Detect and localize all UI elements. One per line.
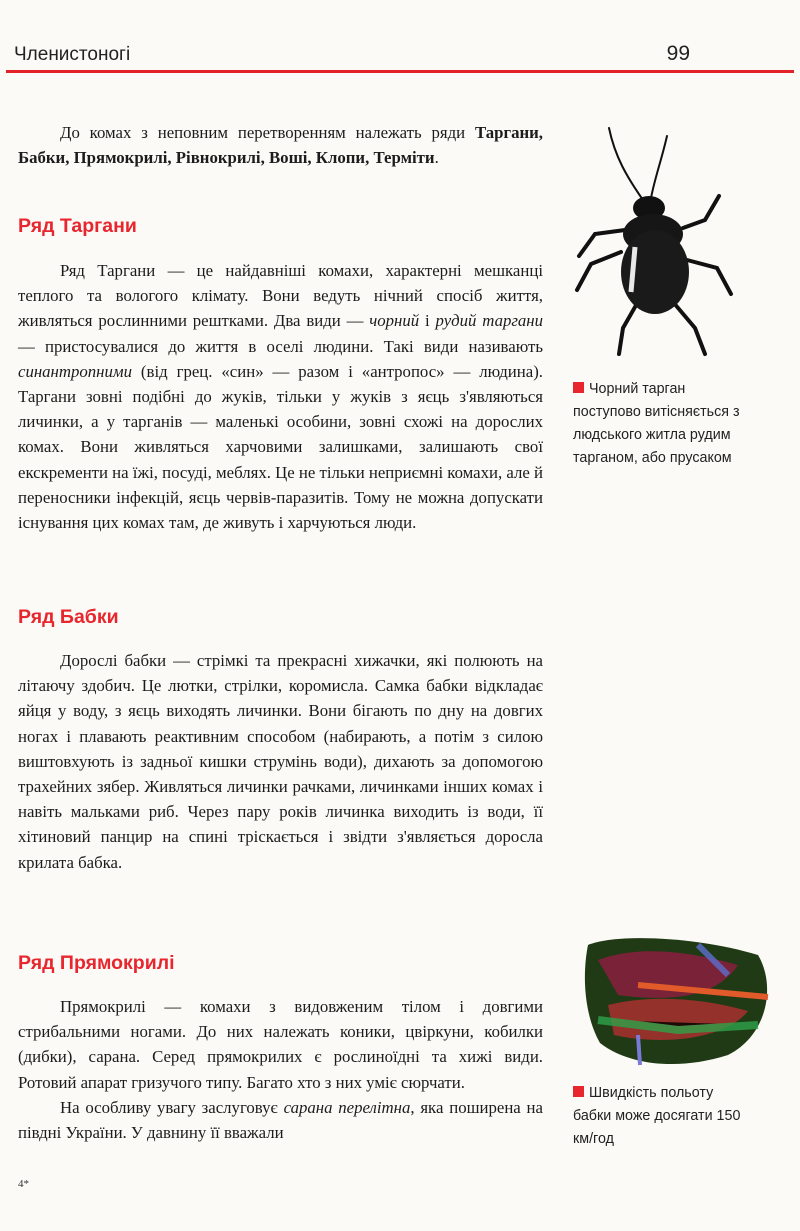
signature-mark: 4* (18, 1178, 29, 1190)
section-heading-cockroaches: Ряд Таргани (18, 215, 137, 237)
section-body-dragonflies (18, 648, 543, 875)
cockroach-caption (573, 378, 748, 470)
term-synanthropic: синантропними (18, 361, 132, 381)
text-run: , яка поширена на півдні України. У давнину її вважали (18, 1097, 543, 1143)
intro-orders: Таргани, Бабки, Прямокрилі, Рівнокрилі, Воші, Клопи, Терміти (18, 123, 543, 168)
intro-paragraph (18, 120, 543, 170)
caption-text: Швидкість польоту бабки може досягати 150 км/год (573, 1085, 741, 1147)
text-run: і (419, 311, 436, 331)
intro-text: До комах з неповним перетворенням належать ряди (60, 123, 475, 142)
section-heading-orthoptera: Ряд Прямокрилі (18, 952, 175, 974)
text-run: (від грец. «син» — разом і «антропос» — людина). Таргани зовні подібні до жуків, тільки у жуків з яєць з'являються личинки, а у тарганів — маленькі особини, зовні схожі на дорослих комах. Вони живляться харчовими залишками, залишають свої екскременти на їжі, посуді, меблях. Це не тільки неприємні комахи, але й переносники інфекцій, яєць червів-паразитів. Тому не можна допускати існування цих комах там, де живуть і харчуються люди. (18, 361, 543, 533)
term-migratory-locust: сарана перелітна (283, 1097, 411, 1117)
text-run: — пристосувалися до життя в оселі людини. Такі види називають (18, 336, 543, 356)
paragraph: Дорослі бабки — стрімкі та прекрасні хижачки, які полюють на літаючу здобич. Це лютки, стрілки, коромисла. Самка бабки відкладає яйця у воду, з яєць виходять личинки. Вони бігають по дну на довгих ногах і плавають реактивним способом (набирають, а потім з силою виштовхують із задньої кишки струмінь води), дихають за допомогою трахейних зябер. Живляться личинки рачками, личинками інших комах і навіть мальками риб. Через пару років личинка виходить із води, її хітиновий панцир на спині тріскається і звідти з'являється доросла крилата бабка. (18, 651, 543, 872)
running-header (14, 44, 790, 72)
header-rule (6, 70, 794, 73)
text-run: На особливу увагу заслуговує (60, 1097, 284, 1117)
section-body-cockroaches (18, 258, 543, 535)
term-red-cockroach: рудий таргани (435, 311, 544, 331)
section-body-orthoptera (18, 994, 543, 1145)
caption-text: Чорний тарган поступово витісняється з людського житла рудим тарганом, або прусаком (573, 381, 740, 466)
dragonfly-photo (578, 925, 784, 1073)
running-title: Членистоногі (14, 44, 131, 65)
paragraph (18, 1095, 543, 1145)
text-run: Ряд Таргани — це найдавніші комахи, характерні мешканці теплого та вологого клімату. Вони ведуть нічний спосіб життя, живляться рослинними рештками. Два види — (18, 261, 543, 331)
term-black: чорний (369, 311, 420, 331)
section-heading-dragonflies: Ряд Бабки (18, 606, 119, 628)
caption-marker (573, 1086, 584, 1097)
paragraph: Прямокрилі — комахи з видовженим тілом і довгими стрибальними ногами. До них належать коники, цвіркуни, кобилки (дибки), сарана. Серед прямокрилих є рослиноїдні та хижі види. Ротовий апарат гризучого типу. Багато хто з них уміє сюрчати. (18, 997, 543, 1092)
dragonfly-caption (573, 1082, 748, 1151)
intro-end: . (434, 148, 439, 168)
cockroach-illustration (565, 122, 750, 362)
page-number: 99 (666, 42, 690, 65)
caption-marker (573, 382, 584, 393)
